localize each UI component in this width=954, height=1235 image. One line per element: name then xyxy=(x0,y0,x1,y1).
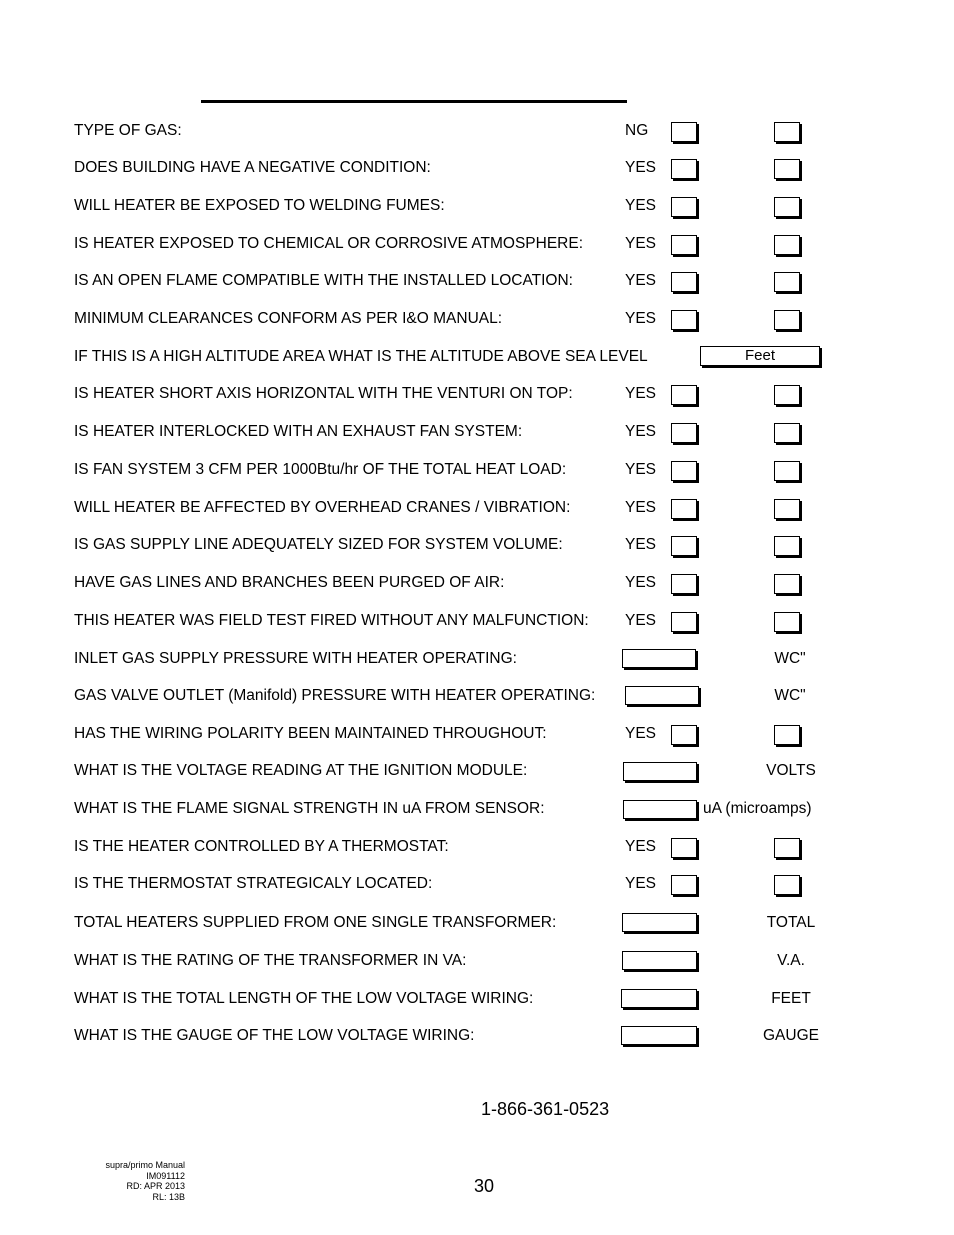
form-row-exhaust-interlock xyxy=(0,422,954,460)
total-heaters-field[interactable] xyxy=(622,913,697,932)
revision-level: RL: 13B xyxy=(152,1191,185,1202)
option-label: YES xyxy=(625,536,657,553)
option-label: YES xyxy=(625,197,657,214)
row-label: IF THIS IS A HIGH ALTITUDE AREA WHAT IS THE ALTITUDE ABOVE SEA LEVEL xyxy=(74,348,648,365)
row-label: IS THE THERMOSTAT STRATEGICALY LOCATED: xyxy=(74,875,433,892)
form-row-fan-cfm xyxy=(0,460,954,498)
checkbox-yes[interactable] xyxy=(671,272,697,292)
option-label: YES xyxy=(625,725,657,742)
row-label: DOES BUILDING HAVE A NEGATIVE CONDITION: xyxy=(74,159,431,176)
form-row-short-axis xyxy=(0,384,954,422)
manifold-pressure-field[interactable] xyxy=(625,686,699,705)
checkbox-yes[interactable] xyxy=(671,423,697,443)
unit-label: FEET xyxy=(771,990,811,1007)
form-row-cranes-vibration xyxy=(0,498,954,536)
checkbox-yes[interactable] xyxy=(671,875,697,895)
option-label: YES xyxy=(625,235,657,252)
option-label: YES xyxy=(625,310,657,327)
form-row-negative-condition xyxy=(0,158,954,196)
wiring-gauge-field[interactable] xyxy=(621,1026,697,1045)
form-row-purged xyxy=(0,573,954,611)
checkbox-no[interactable] xyxy=(774,159,800,179)
option-label: YES xyxy=(625,574,657,591)
unit-label: GAUGE xyxy=(763,1027,819,1044)
row-label: WHAT IS THE TOTAL LENGTH OF THE LOW VOLTAGE WIRING: xyxy=(74,990,534,1007)
row-label: TOTAL HEATERS SUPPLIED FROM ONE SINGLE TRANSFORMER: xyxy=(74,914,557,931)
checkbox-option-1[interactable] xyxy=(671,122,697,142)
checkbox-yes[interactable] xyxy=(671,461,697,481)
row-label: WHAT IS THE GAUGE OF THE LOW VOLTAGE WIRING: xyxy=(74,1027,475,1044)
option-label: YES xyxy=(625,875,657,892)
checkbox-yes[interactable] xyxy=(671,725,697,745)
row-label: IS AN OPEN FLAME COMPATIBLE WITH THE INSTALLED LOCATION: xyxy=(74,272,573,289)
unit-label: WC" xyxy=(774,687,806,704)
title-underline xyxy=(201,100,627,103)
checkbox-no[interactable] xyxy=(774,536,800,556)
checkbox-yes[interactable] xyxy=(671,159,697,179)
checkbox-yes[interactable] xyxy=(671,197,697,217)
unit-label: uA (microamps) xyxy=(703,800,812,817)
form-row-welding-fumes xyxy=(0,196,954,234)
option-label: YES xyxy=(625,159,657,176)
checkbox-no[interactable] xyxy=(774,197,800,217)
row-label: IS HEATER EXPOSED TO CHEMICAL OR CORROSIVE ATMOSPHERE: xyxy=(74,235,584,252)
checkbox-yes[interactable] xyxy=(671,536,697,556)
row-label: IS GAS SUPPLY LINE ADEQUATELY SIZED FOR SYSTEM VOLUME: xyxy=(74,536,563,553)
manual-name: supra/primo Manual xyxy=(105,1160,185,1170)
row-label: MINIMUM CLEARANCES CONFORM AS PER I&O MANUAL: xyxy=(74,310,503,327)
option-label: YES xyxy=(625,423,657,440)
row-label: HAVE GAS LINES AND BRANCHES BEEN PURGED OF AIR: xyxy=(74,574,505,591)
phone-number: 1-866-361-0523 xyxy=(481,1099,610,1119)
checkbox-no[interactable] xyxy=(774,838,800,858)
checkbox-no[interactable] xyxy=(774,499,800,519)
checkbox-yes[interactable] xyxy=(671,574,697,594)
row-label: IS FAN SYSTEM 3 CFM PER 1000Btu/hr OF THE TOTAL HEAT LOAD: xyxy=(74,461,567,478)
form-row-inlet-pressure xyxy=(0,649,954,687)
wiring-length-field[interactable] xyxy=(621,989,697,1008)
row-label: WHAT IS THE FLAME SIGNAL STRENGTH IN uA FROM SENSOR: xyxy=(74,800,545,817)
row-label: THIS HEATER WAS FIELD TEST FIRED WITHOUT ANY MALFUNCTION: xyxy=(74,612,589,629)
row-label: TYPE OF GAS: xyxy=(74,122,182,139)
form-row-wiring-polarity xyxy=(0,724,954,762)
checkbox-yes[interactable] xyxy=(671,838,697,858)
transformer-va-field[interactable] xyxy=(622,951,697,970)
form-row-thermostat-controlled xyxy=(0,837,954,875)
row-label: IS HEATER SHORT AXIS HORIZONTAL WITH THE VENTURI ON TOP: xyxy=(74,385,573,402)
document-id: IM091112 xyxy=(146,1170,185,1181)
unit-label: WC" xyxy=(774,650,806,667)
checkbox-yes[interactable] xyxy=(671,612,697,632)
row-label: IS HEATER INTERLOCKED WITH AN EXHAUST FAN SYSTEM: xyxy=(74,423,523,440)
altitude-feet-field[interactable]: Feet xyxy=(700,346,820,366)
form-row-wiring-length xyxy=(0,989,954,1027)
checkbox-no[interactable] xyxy=(774,423,800,443)
page-number: 30 xyxy=(474,1176,495,1196)
revision-date: RD: APR 2013 xyxy=(126,1181,185,1191)
option-label: YES xyxy=(625,499,657,516)
form-row-altitude xyxy=(0,347,954,385)
checkbox-no[interactable] xyxy=(774,461,800,481)
form-row-corrosive-atmosphere xyxy=(0,234,954,272)
form-row-open-flame xyxy=(0,271,954,309)
checkbox-no[interactable] xyxy=(774,385,800,405)
row-label: WILL HEATER BE AFFECTED BY OVERHEAD CRANES / VIBRATION: xyxy=(74,499,571,516)
form-row-wiring-gauge xyxy=(0,1026,954,1064)
form-row-transformer-va xyxy=(0,951,954,989)
option-label: YES xyxy=(625,385,657,402)
unit-label: V.A. xyxy=(777,952,805,969)
flame-signal-field[interactable] xyxy=(623,800,697,819)
row-label: HAS THE WIRING POLARITY BEEN MAINTAINED THROUGHOUT: xyxy=(74,725,547,742)
checkbox-no[interactable] xyxy=(774,612,800,632)
form-row-test-fired xyxy=(0,611,954,649)
row-label: WHAT IS THE RATING OF THE TRANSFORMER IN VA: xyxy=(74,952,467,969)
form-row-voltage xyxy=(0,761,954,799)
checkbox-no[interactable] xyxy=(774,875,800,895)
checkbox-no[interactable] xyxy=(774,725,800,745)
checkbox-no[interactable] xyxy=(774,310,800,330)
option-label: YES xyxy=(625,612,657,629)
option-label: YES xyxy=(625,272,657,289)
checkbox-no[interactable] xyxy=(774,272,800,292)
form-row-thermostat-location xyxy=(0,874,954,912)
unit-label: VOLTS xyxy=(766,762,816,779)
option-label: NG xyxy=(625,122,649,139)
checkbox-no[interactable] xyxy=(774,574,800,594)
form-row-heaters-per-transformer xyxy=(0,913,954,951)
checkbox-yes[interactable] xyxy=(671,310,697,330)
checkbox-yes[interactable] xyxy=(671,499,697,519)
row-label: WILL HEATER BE EXPOSED TO WELDING FUMES: xyxy=(74,197,445,214)
form-row-gas-type xyxy=(0,121,954,159)
inlet-pressure-field[interactable] xyxy=(622,649,696,668)
row-label: IS THE HEATER CONTROLLED BY A THERMOSTAT: xyxy=(74,838,449,855)
form-row-clearances xyxy=(0,309,954,347)
checkbox-yes[interactable] xyxy=(671,385,697,405)
checkbox-yes[interactable] xyxy=(671,235,697,255)
voltage-field[interactable] xyxy=(623,762,697,781)
form-row-flame-signal xyxy=(0,799,954,837)
row-label: GAS VALVE OUTLET (Manifold) PRESSURE WITH HEATER OPERATING: xyxy=(74,687,596,704)
unit-label: TOTAL xyxy=(766,914,816,931)
document-meta xyxy=(80,1160,185,1202)
row-label: INLET GAS SUPPLY PRESSURE WITH HEATER OPERATING: xyxy=(74,650,517,667)
row-label: WHAT IS THE VOLTAGE READING AT THE IGNITION MODULE: xyxy=(74,762,528,779)
form-row-manifold-pressure xyxy=(0,686,954,724)
form-row-gas-line-size xyxy=(0,535,954,573)
option-label: YES xyxy=(625,461,657,478)
checkbox-option-2[interactable] xyxy=(774,122,800,142)
option-label: YES xyxy=(625,838,657,855)
checkbox-no[interactable] xyxy=(774,235,800,255)
